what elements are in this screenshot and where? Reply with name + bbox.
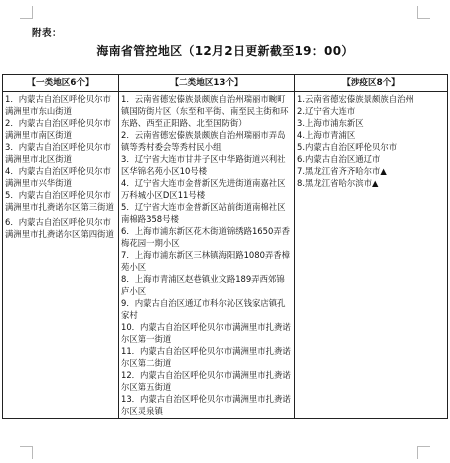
controlled-areas-table [2,74,448,419]
page-corner-mark-top-left [20,6,33,19]
list-item: 6．内蒙古自治区呼伦贝尔市满洲里市扎赉诺尔区第四街道 [5,217,114,239]
list-item: 7．上海市浦东新区三林镇海阳路1080弄香樟苑小区 [121,250,291,272]
list-item: 9．内蒙古自治区通辽市科尔沁区钱家店镇孔家村 [121,298,286,320]
list-item: 1．内蒙古自治区呼伦贝尔市满洲里市东山街道 [5,94,111,116]
list-item: 5．辽宁省大连市金普新区站前街道南棉社区南棉路358号楼 [121,202,286,224]
list-item: 4.上海市青浦区 [297,130,356,140]
list-item: 5.内蒙古自治区呼伦贝尔市 [297,142,398,152]
page-corner-mark-bottom-right [417,446,430,459]
table-header-row [3,75,448,92]
attachment-label: 附表： [32,28,63,39]
list-item: 2．内蒙古自治区呼伦贝尔市满洲里市南区街道 [5,118,111,140]
list-item: 12．内蒙古自治区呼伦贝尔市满洲里市扎赉诺尔区第五街道 [121,370,291,392]
list-item: 3．辽宁省大连市甘井子区中华路街道兴利社区华锦名苑小区10号楼 [121,154,286,176]
header-class2: 【二类地区13个】 [119,75,295,92]
epidemic-areas-list [295,92,448,419]
list-item: 2.辽宁省大连市 [297,106,356,116]
page-corner-mark-top-right [417,6,430,19]
list-item: 7.黑龙江省齐齐哈尔市▲ [297,166,387,176]
list-item: 8.黑龙江省哈尔滨市▲ [297,178,379,188]
list-item: 6.内蒙古自治区通辽市 [297,154,381,164]
list-item: 3.上海市浦东新区 [297,118,364,128]
list-item: 1．云南省德宏傣族景颇族自治州瑞丽市畹町镇国防街片区（东至和平街、南至民主街和环东路、西至正阳路、北至国防街） [121,94,289,128]
list-item: 2．云南省德宏傣族景颇族自治州瑞丽市弄岛镇等秀村委会等秀村民小组 [121,130,286,152]
list-item: 8．上海市青浦区赵巷镇业文路189弄西郊锦庐小区 [121,274,285,296]
header-class1: 【一类地区6个】 [3,75,119,92]
list-item: 3．内蒙古自治区呼伦贝尔市满洲里市北区街道 [5,142,111,164]
class1-list [3,92,119,419]
list-item: 4．辽宁省大连市金普新区先进街道南嘉社区万科城小区D区11号楼 [121,178,286,200]
class2-list [119,92,295,419]
list-item: 5．内蒙古自治区呼伦贝尔市满洲里市扎赉诺尔区第三街道 [5,190,114,212]
list-item: 1.云南省德宏傣族景颇族自治州 [297,94,414,104]
list-item: 6．上海市浦东新区花木街道锦绣路1650弄香梅花园一期小区 [121,226,291,248]
list-item: 4．内蒙古自治区呼伦贝尔市满洲里市兴华街道 [5,166,111,188]
list-item: 13．内蒙古自治区呼伦贝尔市满洲里市扎赉诺尔区灵泉镇 [121,394,291,416]
list-item: 10．内蒙古自治区呼伦贝尔市满洲里市扎赉诺尔区第一街道 [121,322,291,344]
table-body-row [3,92,448,419]
header-epidemic-areas: 【涉疫区8个】 [295,75,448,92]
list-item: 11．内蒙古自治区呼伦贝尔市满洲里市扎赉诺尔区第二街道 [121,346,291,368]
page-corner-mark-bottom-left [20,446,33,459]
document-title: 海南省管控地区（12月2日更新截至19：00） [96,44,354,58]
